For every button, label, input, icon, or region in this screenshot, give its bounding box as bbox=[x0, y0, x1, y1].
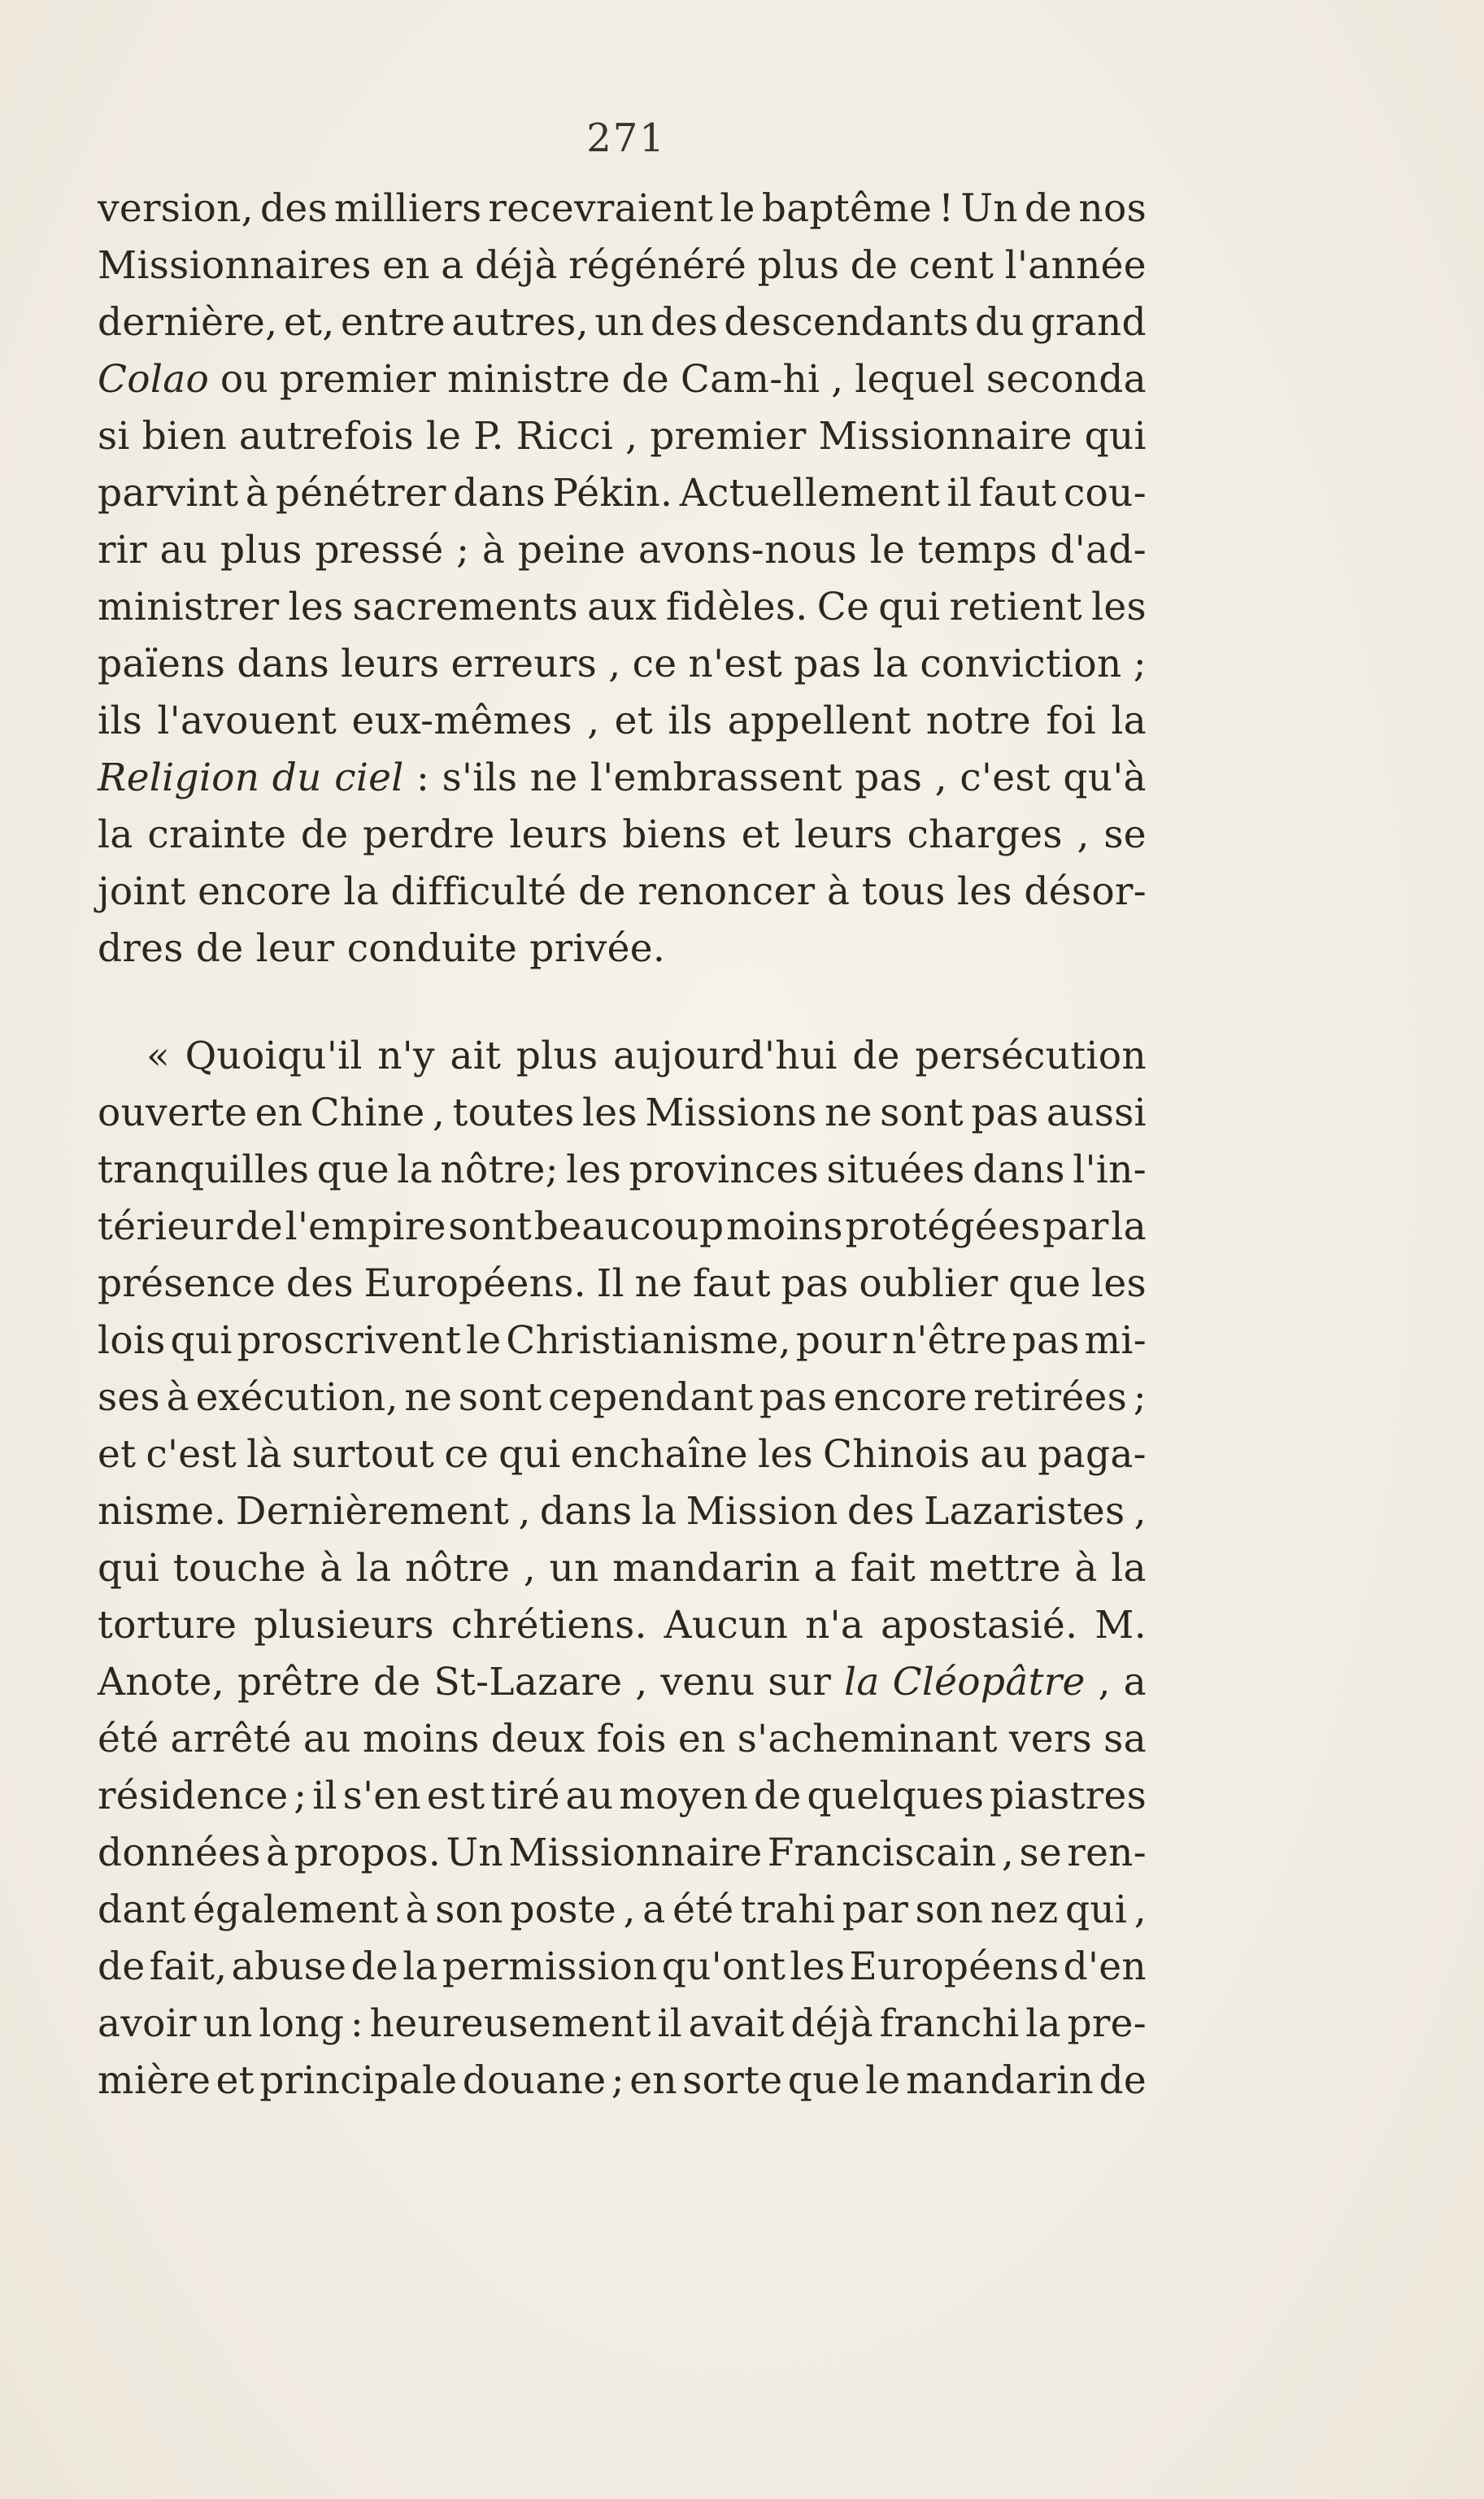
text-line: Colao ou premier ministre de Cam-hi , lequel seconda bbox=[98, 357, 1147, 402]
text-line: térieur de l'empire sont beaucoup moins protégées par la bbox=[98, 1204, 1147, 1249]
text-line: été arrêté au moins deux fois en s'acheminant vers sa bbox=[98, 1717, 1147, 1761]
text-line: joint encore la difficulté de renoncer à tous les désor- bbox=[98, 869, 1147, 914]
text-line: ils l'avouent eux-mêmes , et ils appellent notre foi la bbox=[98, 699, 1147, 743]
text-line: ministrer les sacrements aux fidèles. Ce qui retient les bbox=[98, 585, 1147, 629]
text-line: tranquilles que la nôtre; les provinces situées dans l'in- bbox=[98, 1147, 1147, 1192]
text-line: parvint à pénétrer dans Pékin. Actuellement il faut cou- bbox=[98, 471, 1147, 516]
page-number: 271 bbox=[586, 115, 666, 161]
text-line: ses à exécution, ne sont cependant pas encore retirées ; bbox=[98, 1375, 1147, 1420]
paragraph-1 bbox=[98, 181, 1147, 977]
text-line: Anote, prêtre de St-Lazare , venu sur la Cléopâtre , a bbox=[98, 1660, 1147, 1704]
text-line: « Quoiqu'il n'y ait plus aujourd'hui de persécution bbox=[146, 1034, 1147, 1078]
text-line: Missionnaires en a déjà régénéré plus de cent l'année bbox=[98, 243, 1147, 288]
text-line: rir au plus pressé ; à peine avons-nous le temps d'ad- bbox=[98, 528, 1147, 573]
text-line: et c'est là surtout ce qui enchaîne les Chinois au paga- bbox=[98, 1432, 1147, 1477]
text-line: dres de leur conduite privée. bbox=[98, 926, 666, 971]
text-line: nisme. Dernièrement , dans la Mission des Lazaristes , bbox=[98, 1489, 1147, 1534]
text-line: données à propos. Un Missionnaire Franciscain , se ren- bbox=[98, 1831, 1147, 1875]
text-line: lois qui proscrivent le Christianisme, pour n'être pas mi- bbox=[98, 1318, 1147, 1363]
text-line: qui touche à la nôtre , un mandarin a fait mettre à la bbox=[98, 1546, 1147, 1591]
text-line: torture plusieurs chrétiens. Aucun n'a apostasié. M. bbox=[98, 1603, 1147, 1648]
text-line: de fait, abuse de la permission qu'ont les Européens d'en bbox=[98, 1944, 1147, 1989]
text-line: dant également à son poste , a été trahi par son nez qui , bbox=[98, 1887, 1147, 1932]
text-line: mière et principale douane ; en sorte que le mandarin de bbox=[98, 2058, 1147, 2103]
text-line: présence des Européens. Il ne faut pas oublier que les bbox=[98, 1261, 1147, 1306]
paragraph-spacer bbox=[98, 977, 1147, 1028]
paragraph-2 bbox=[98, 1028, 1147, 2109]
body-text bbox=[98, 181, 1147, 2109]
text-line: païens dans leurs erreurs , ce n'est pas la conviction ; bbox=[98, 642, 1147, 686]
text-line: avoir un long : heureusement il avait déjà franchi la pre- bbox=[98, 2001, 1147, 2046]
text-line: Religion du ciel : s'ils ne l'embrassent pas , c'est qu'à bbox=[98, 755, 1147, 800]
text-line: dernière, et, entre autres, un des descendants du grand bbox=[98, 300, 1147, 345]
text-line: résidence ; il s'en est tiré au moyen de quelques piastres bbox=[98, 1774, 1147, 1818]
text-line: version, des milliers recevraient le baptême ! Un de nos bbox=[98, 186, 1147, 231]
text-line: ouverte en Chine , toutes les Missions ne sont pas aussi bbox=[98, 1091, 1147, 1135]
text-line: la crainte de perdre leurs biens et leurs charges , se bbox=[98, 812, 1147, 857]
text-line: si bien autrefois le P. Ricci , premier Missionnaire qui bbox=[98, 414, 1147, 459]
